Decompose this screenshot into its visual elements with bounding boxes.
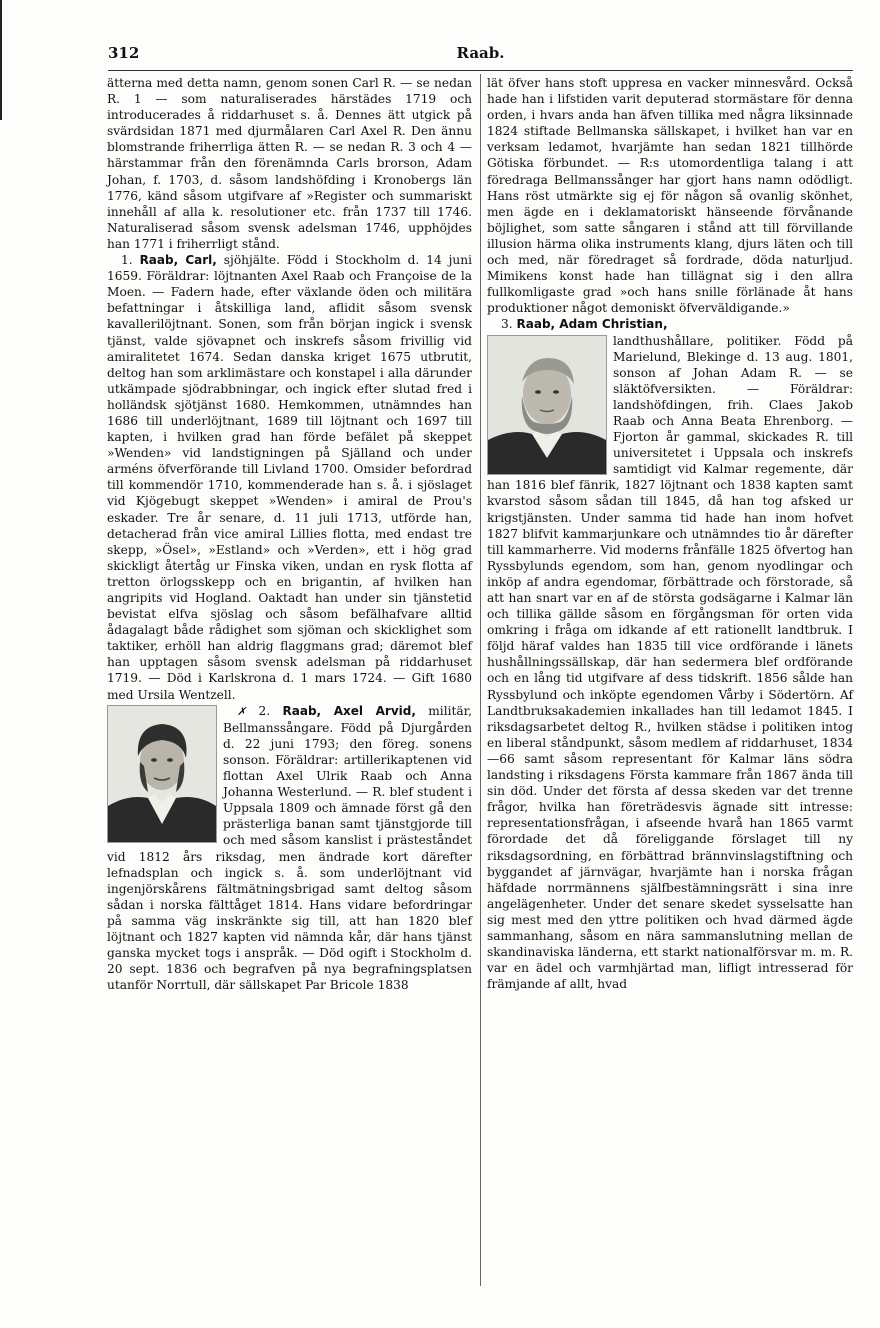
entry-body: sjöhjälte. Född i Stockholm d. 14 juni 1659. Föräldrar: löjtnanten Axel Raab och Françoise de la Moen. — Fadern hade, efter växlande öden och militära befattningar i åtskilliga land, aflidit såsom svensk kavallerilöjtnant. Sonen, som från början ingick i svensk tjänst, valde sjövapnet och inskrefs såsom frivillig vid amiralitetet 1674. Sedan danska kriget 1675 utbrutit, deltog han som arklimästare och konstapel i alla därunder utkämpade sjödrabbningar, och ingick efter slutad fred i holländsk sjötjänst 1680. Hemkommen, utnämndes han 1686 till underlöjtnant, 1689 till löjtnant och 1697 till kapten, i hvilken grad han förde befälet på skeppet »Wenden» vid landstigningen på Själland och under arméns öfverförande till Livland 1700. Omsider befordrad till kommendör 1710, kommenderade han s. å. i sjöslaget vid Kjögebugt skeppet »Wenden» i amiral de Prou's eskader. Tre år senare, d. 11 juli 1713, utförde han, detacherad från vice amiral Lillies flotta, med endast tre skepp, »Ösel», »Estland» och »Verden», ett i hög grad skickligt återtåg ur Finska viken, undan en rysk flotta af tretton örlogsskepp och en brigantin, af hvilken han angripits vid Hogland. Oaktadt han under sin tjänstetid bevistat elfva sjöslag och såsom befälhafvare alltid ådagalagt både rådighet som sjöman och skicklighet som taktiker, erhöll han aldrig flaggmans grad; däremot blef han upptagen såsom svensk adelsman på riddarhuset 1719. — Död i Karlskrona d. 1 mars 1724. — Gift 1680 med Ursila Wentzell. xyxy=(107,253,473,702)
entry-body: landthushållare, politiker. Född på Marielund, Blekinge d. 13 aug. 1801, sonson af Johan Adam R. — se släktöfversikten. — Föräldrar: landshöfdingen, frih. Claes Jakob Raab och Anna Beata Ehrenborg. — Fjorton år gammal, skickades R. till universitetet i Uppsala och inskrefs samtidigt vid Kalmar regemente, där han 1816 blef fänrik, 1827 löjtnant och 1838 kapten samt kvarstod såsom sådan till 1845, då han tog afsked ur krigstjänsten. Under samma tid hade han inom hofvet 1827 blifvit kammarjunkare och utnämndes tio år därefter till kammarherre. Vid moderns frånfälle 1825 öfvertog han Ryssbylunds egendom, som han, genom nyodlingar och inköp af andra egendomar, förbättrade och förstorade, så att han snart var en af de största godsägarne i Kalmar län och tillika gällde såsom en förgångsman för orten vida omkring i fråga om idkande af ett rationellt landtbruk. I följd häraf valdes han 1835 till vice ordförande i länets hushållningssällskap, där han sedermera blef ordförande och en lång tid utgifvare af dess tidskrift. 1856 sålde han Ryssbylund och inköpte egendomen Vårby i Södertörn. Af Landtbruksakademien inkallades han till ledamot 1845. I riksdagsarbetet deltog R., hvilken städse i politiken intog en liberal ståndpunkt, såsom medlem af riddarhuset, 1834 —66 samt såsom representant för Kalmar läns södra landsting i riksdagens Första kammare från 1867 ända till sin död. Under det första af dessa skeden var det trenne frågor, hvilka han företrädesvis ägnade sitt intresse: representationsfrågan, i afseende hvarå han 1865 varmt förordade det då föreliggande förslaget till ny riksdagsordning, en förbättrad brännvinslagstiftning och byggandet af järnvägar, hvarjämte han i norska frågan häfdade norrmännens själfbestämningsrätt i sina inre angelägenheter. Under det senare skedet sysselsatte han sig mest med den yttre politiken och hvad därmed ägde sammanhang, såsom en nära sammanslutning mellan de skandinaviska länderna, ett starkt nationalförsvar m. m. R. var en ädel och varmhjärtad man, lifligt intresserad för främjande af allt, hvad xyxy=(487,333,853,992)
entry-carl-raab xyxy=(107,252,472,703)
family-intro: ätterna med detta namn, genom sonen Carl R. — se nedan R. 1 — som naturaliserades härstädes 1719 och introducerades å riddarhuset s. å. Dennes ätt utgick på svärdsidan 1871 med djurmålaren Carl Axel R. Den ännu blomstrande friherrliga ätten R. — se nedan R. 3 och 4 — härstammar från den förenämnda Carls brorson, Adam Johan, f. 1703, d. såsom landshöfding i Kronobergs län 1776, känd såsom utgifvare af »Register och summariskt innehåll af alla k. resolutioner etc. från 1737 till 1746. Naturaliserad såsom svensk adelsman 1746, upphöjdes han 1771 i friherrligt stånd. xyxy=(107,76,472,251)
page-header xyxy=(108,44,853,68)
portrait-axel-arvid-raab xyxy=(107,705,217,843)
entry-heading: Raab, Adam Christian, xyxy=(516,317,668,332)
entry-number: 2. xyxy=(258,703,271,718)
entry-number: 1. xyxy=(121,253,133,268)
portrait-adam-christian-raab xyxy=(487,335,607,475)
page-edge-mark xyxy=(0,0,2,120)
entry-continuation: lät öfver hans stoft uppresa en vacker minnesvård. Också hade han i lifstiden varit deputerad stormästare för denna orden, i hvars anda han äfven tillika med några liksinnade 1824 stiftade Bellmanska sällskapet, i hvilket han var en verksam ledamot, hvarjämte han sedan 1821 tillhörde Götiska förbundet. — R:s utomordentliga talang i att föredraga Bellmanssånger har gjort hans namn odödligt. Hans röst utmärkte sig ej för någon så ovanlig skönhet, men ägde en i deklamatoriskt hänseende förvånande böjlighet, som satte sångaren i stånd att till förvillande illusion härma olika instruments klang, djurs läten och till och med, när föredraget så fordrade, döda naturljud. Mimikens konst hade han tillägnat sig i den allra fullkomligaste grad »och hans snille förlänade åt hans produktioner något demoniskt öfverväldigande.» xyxy=(487,76,853,316)
page-number: 312 xyxy=(108,44,140,62)
entry-heading: Raab, Carl, xyxy=(139,253,217,268)
entry-axel-arvid-raab xyxy=(107,703,472,994)
entry-adam-christian-raab xyxy=(487,316,853,992)
margin-mark: ✗ xyxy=(237,704,247,718)
left-column xyxy=(107,75,472,993)
running-head: Raab. xyxy=(456,44,505,62)
entry-heading: Raab, Axel Arvid, xyxy=(282,703,416,718)
right-column xyxy=(487,75,853,992)
header-rule xyxy=(108,70,853,71)
entry-number: 3. xyxy=(501,317,513,332)
column-divider xyxy=(480,74,481,1286)
entry-body: militär, Bellmanssångare. Född på Djurgården d. 22 juni 1793; den föreg. sonens sonson. Föräldrar: artillerikaptenen vid flottan Axel Ulrik Raab och Anna Johanna Westerlund. — R. blef student i Uppsala 1809 och ämnade först gå den prästerliga banan samt tjänstgjorde till och med såsom kanslist i prästeståndet vid 1812 års riksdag, men ändrade kort därefter lefnadsplan och ingick s. å. som underlöjtnant vid ingenjörskårens fältmätningsbrigad samt deltog såsom sådan i norska fälttåget 1814. Hans vidare befordringar på samma väg inskränkte sig till, att han 1820 blef löjtnant och 1827 kapten vid nämnda kår, där hans tjänst ganska mycket togs i anspråk. — Död ogift i Stockholm d. 20 sept. 1836 och begrafven på nya begrafningsplatsen utanför Norrtull, där sällskapet Par Bricole 1838 xyxy=(107,703,473,993)
